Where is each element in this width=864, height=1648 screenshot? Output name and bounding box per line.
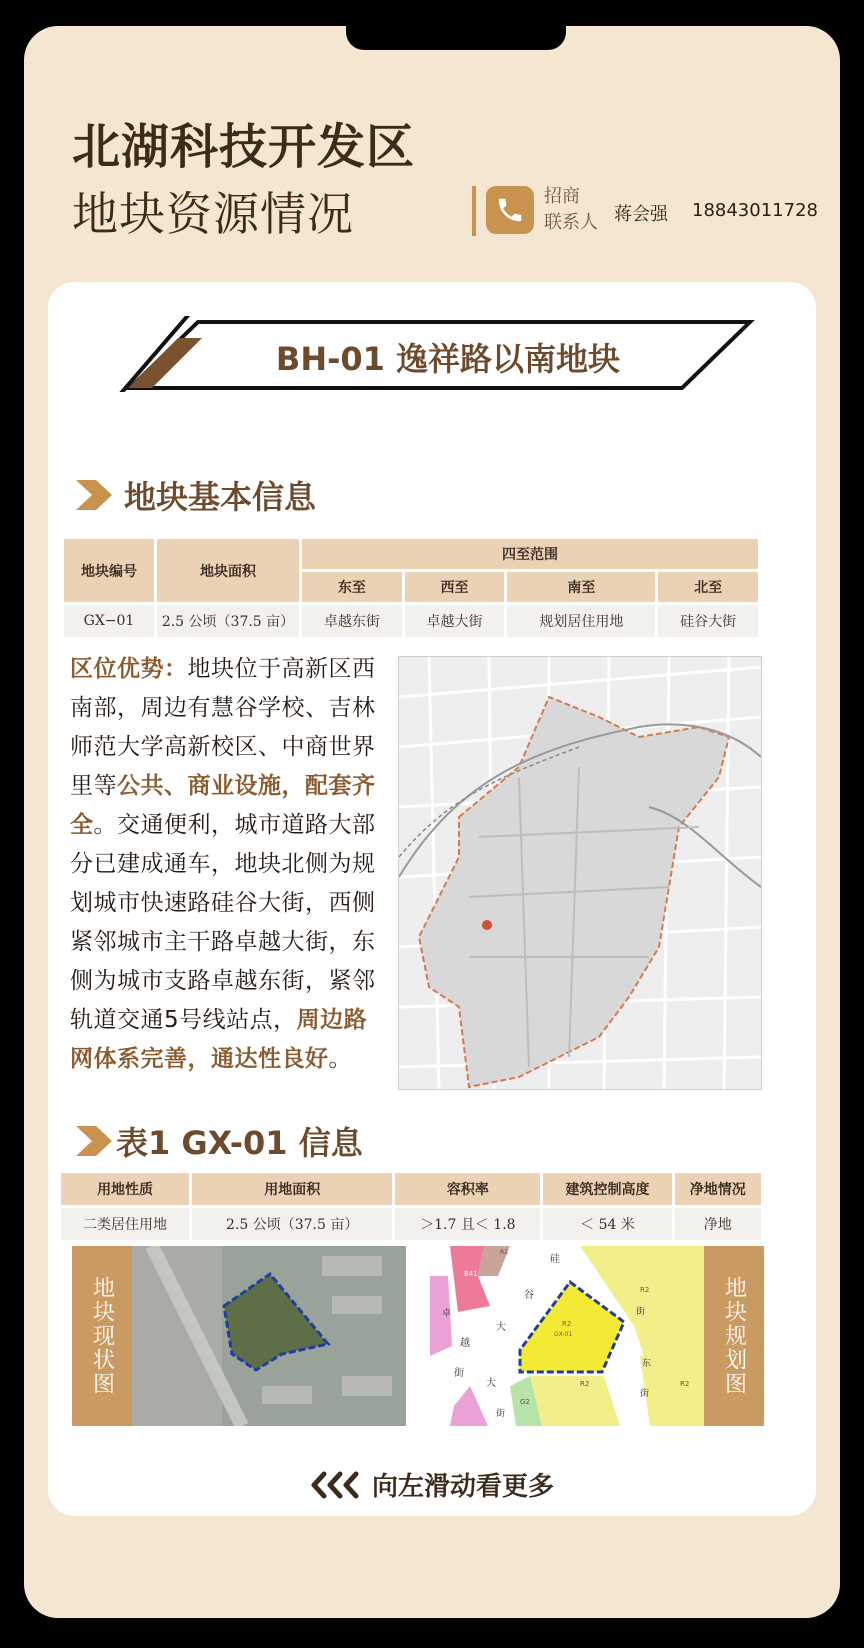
section-title: 地块基本信息: [124, 478, 317, 516]
desc-part-2: 。交通便利，城市道路大部分已建成通车，地块北侧为规划城市快速路硅谷大街，西侧紧邻城市主干路卓越大街，东侧为城市支路卓越东街，紧邻轨道交通5号线站点，: [70, 812, 376, 1033]
swipe-hint[interactable]: [24, 1466, 840, 1503]
chevron-icon: [76, 480, 112, 510]
plan-label-b41: B41: [464, 1270, 478, 1278]
parcel-location-marker: [482, 920, 492, 930]
phone-icon[interactable]: [486, 186, 534, 234]
status-image-group: [72, 1246, 406, 1426]
plot-title: BH-01 逸祥路以南地块: [275, 340, 621, 378]
chevron-icon: [76, 1126, 112, 1156]
contact-label-line2: 联系人: [544, 212, 598, 233]
cell-west: 卓越大街: [405, 605, 505, 637]
cell-id: GX−01: [64, 605, 154, 637]
desc-highlight-1: 公共、商业设施，配套齐全: [70, 773, 376, 838]
cell-clear: 净地: [675, 1208, 761, 1240]
swipe-hint-text: 向左滑动看更多: [371, 1472, 554, 1502]
plan-label-parcel: R2: [562, 1320, 572, 1328]
plan-label-r2d: R2: [680, 1380, 690, 1388]
plan-label-zhuo: 卓: [442, 1309, 452, 1319]
plan-label-r2a: R2: [500, 1249, 508, 1256]
plan-label-g2: G2: [520, 1398, 530, 1406]
plan-label-parcel-id: GX-01: [554, 1331, 573, 1338]
plan-label-da2: 大: [486, 1378, 496, 1389]
plan-label-dong: 东: [642, 1359, 652, 1369]
basic-info-table: [61, 536, 761, 640]
contact-phone[interactable]: 18843011728: [692, 200, 818, 221]
plan-label-jie4: 街: [640, 1389, 650, 1399]
col-header-south: 南至: [507, 572, 655, 602]
col-header-height: 建筑控制高度: [543, 1173, 671, 1205]
plan-label-gu: 谷: [524, 1290, 534, 1301]
cell-east: 卓越东街: [302, 605, 402, 637]
col-header-use: 用地性质: [61, 1173, 189, 1205]
plan-label-yue: 越: [460, 1338, 470, 1349]
location-description: [70, 650, 388, 1079]
col-header-id: 地块编号: [64, 539, 154, 602]
desc-lead: 区位优势：: [70, 656, 188, 682]
cell-north: 硅谷大街: [658, 605, 758, 637]
desc-part-3: 。: [328, 1046, 352, 1072]
aerial-photo: [132, 1246, 406, 1426]
cell-far: ＞1.7 且＜ 1.8: [395, 1208, 540, 1240]
district-map-image: [399, 657, 761, 1089]
plan-label-r2c: R2: [580, 1380, 590, 1388]
divider-bar: [472, 186, 476, 236]
plan-label-jie2: 街: [454, 1368, 464, 1379]
contact-label: [544, 184, 614, 236]
poster-card: [24, 26, 840, 1618]
desc-part-1: 地块位于高新区西南部，周边有慧谷学校、吉林师范大学高新校区、中商世界里等: [70, 656, 376, 799]
plan-image-label: 地块规划图: [704, 1246, 764, 1426]
col-header-far: 容积率: [395, 1173, 540, 1205]
page-subtitle: 地块资源情况: [72, 187, 354, 241]
plan-label-gui: 硅: [550, 1254, 560, 1265]
contact-name: 蒋会强: [614, 204, 668, 225]
cell-use: 二类居住用地: [61, 1208, 189, 1240]
plan-label-r2b: R2: [640, 1286, 650, 1294]
top-notch: [346, 26, 566, 50]
desc-highlight-2: 周边路网体系完善，通达性良好: [70, 1007, 368, 1072]
col-header-east: 东至: [302, 572, 402, 602]
cell-south: 规划居住用地: [507, 605, 655, 637]
triple-chevron-left-icon: [310, 1470, 364, 1500]
plan-label-jie1: 街: [636, 1307, 646, 1317]
plan-image-group: [430, 1246, 764, 1426]
cell-area: 2.5 公顷（37.5 亩）: [157, 605, 299, 637]
section-basic-info: [76, 472, 316, 518]
contact-label-line1: 招商: [544, 186, 580, 207]
col-header-north: 北至: [658, 572, 758, 602]
col-header-bounds: 四至范围: [302, 539, 758, 569]
page-title: 北湖科技开发区: [72, 119, 416, 175]
section-title: 表1 GX-01 信息: [116, 1124, 363, 1162]
table1-gx01: [58, 1170, 764, 1243]
cell-area: 2.5 公顷（37.5 亩）: [192, 1208, 392, 1240]
col-header-area: 地块面积: [157, 539, 299, 602]
plan-label-da1: 大: [496, 1322, 506, 1333]
col-header-clear: 净地情况: [675, 1173, 761, 1205]
zoning-plan-map: [430, 1246, 704, 1426]
col-header-area: 用地面积: [192, 1173, 392, 1205]
location-map: [398, 656, 762, 1090]
section-table1: [76, 1118, 363, 1164]
cell-height: ＜ 54 米: [543, 1208, 671, 1240]
content-panel: [48, 282, 816, 1516]
col-header-west: 西至: [405, 572, 505, 602]
status-image-label: 地块现状图: [72, 1246, 132, 1426]
plan-label-jie3: 街: [496, 1409, 506, 1419]
